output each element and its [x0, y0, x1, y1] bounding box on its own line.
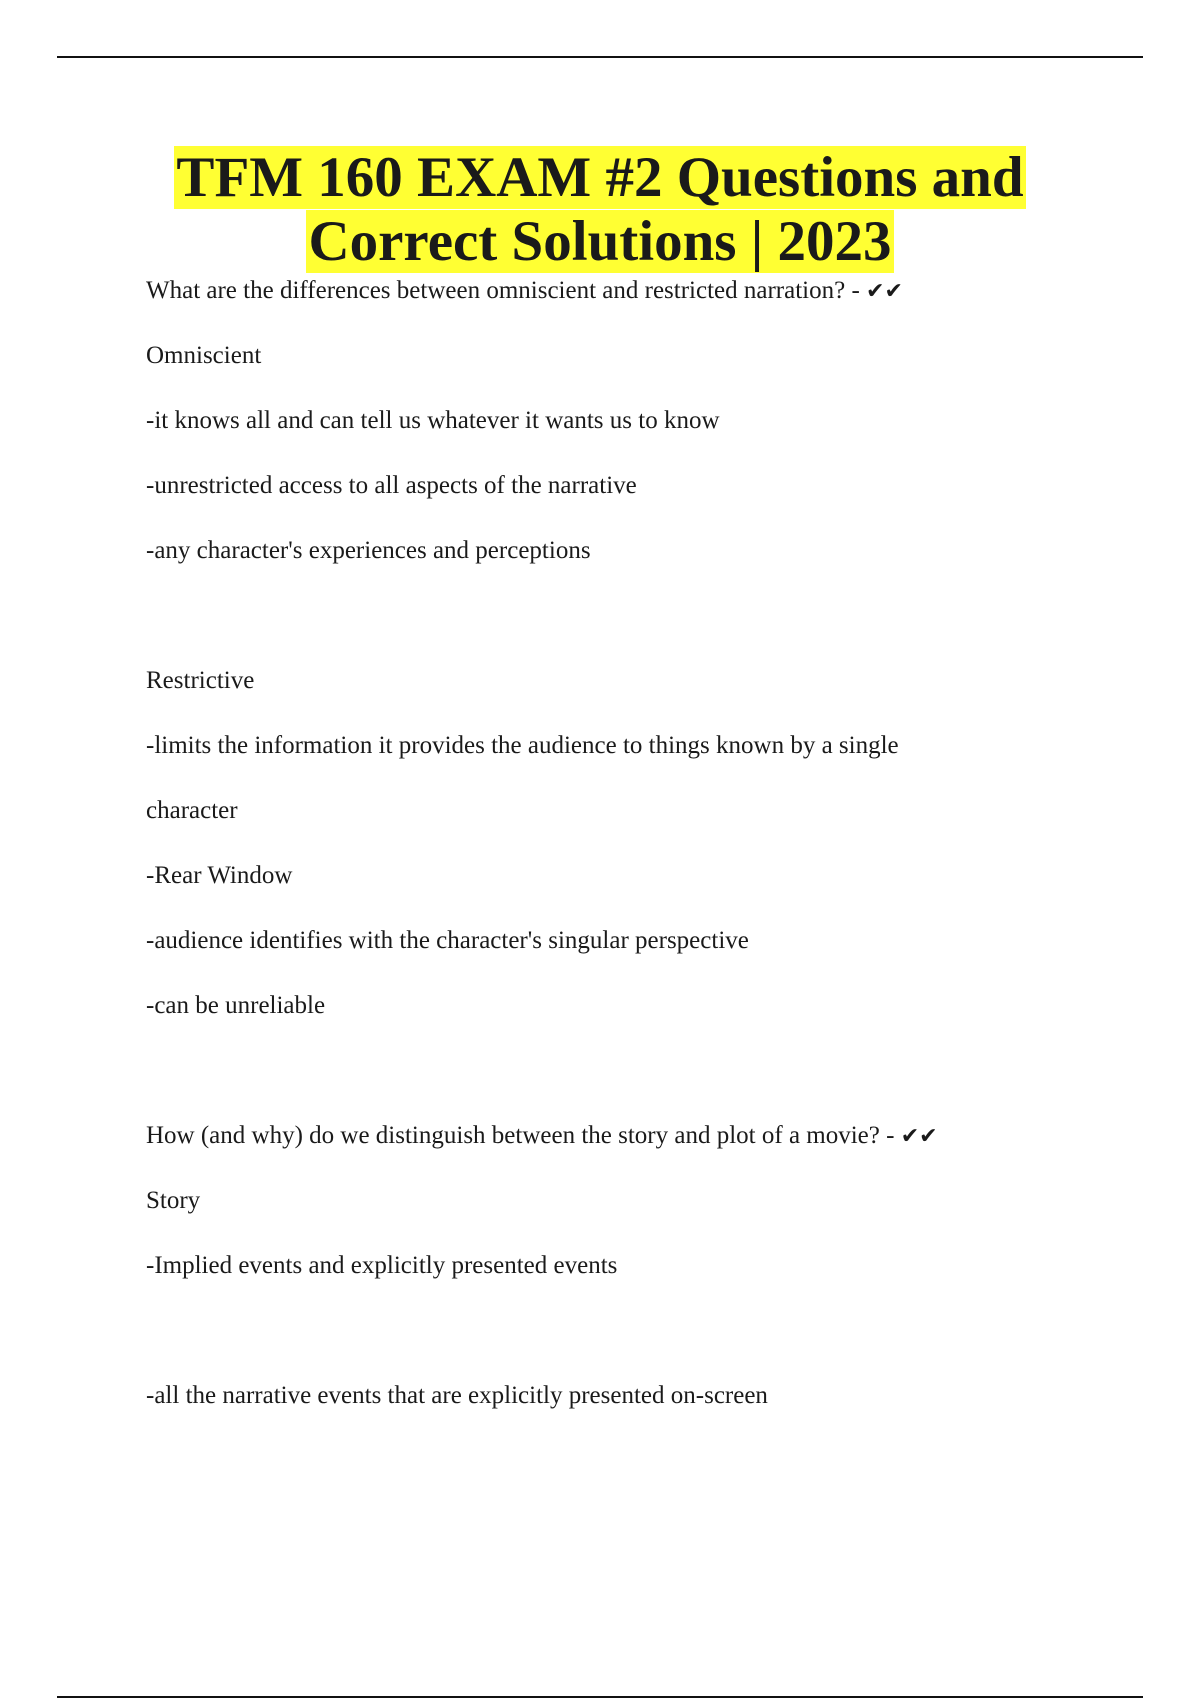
- footer-rule: [57, 1696, 1143, 1698]
- answer-line: -Implied events and explicitly presented events: [146, 1252, 618, 1279]
- answer-line: -all the narrative events that are explicitly presented on-screen: [146, 1382, 768, 1409]
- question-2: [146, 1121, 938, 1152]
- answer-line: -Rear Window: [146, 862, 293, 889]
- title-line-2: Correct Solutions | 2023: [308, 210, 892, 273]
- checkmark-icon: ✔✔: [866, 279, 903, 304]
- answer-line: -can be unreliable: [146, 992, 326, 1019]
- answer-line: -limits the information it provides the audience to things known by a single: [146, 732, 899, 759]
- header-rule: [57, 56, 1143, 58]
- question-1-text: What are the differences between omniscient and restricted narration? -: [146, 277, 867, 304]
- answer-line: Restrictive: [146, 667, 255, 694]
- document-title: [0, 146, 1200, 274]
- question-1: [146, 276, 903, 307]
- answer-line: -audience identifies with the character's singular perspective: [146, 927, 749, 954]
- answer-line: -it knows all and can tell us whatever it wants us to know: [146, 407, 720, 434]
- answer-line: Omniscient: [146, 342, 262, 369]
- answer-line: Story: [146, 1187, 201, 1214]
- answer-line: -unrestricted access to all aspects of the narrative: [146, 472, 637, 499]
- answer-line: character: [146, 797, 238, 824]
- title-line-1: TFM 160 EXAM #2 Questions and: [176, 146, 1024, 209]
- question-2-text: How (and why) do we distinguish between the story and plot of a movie? -: [146, 1122, 901, 1149]
- checkmark-icon: ✔✔: [900, 1124, 938, 1149]
- answer-line: -any character's experiences and perceptions: [146, 537, 591, 564]
